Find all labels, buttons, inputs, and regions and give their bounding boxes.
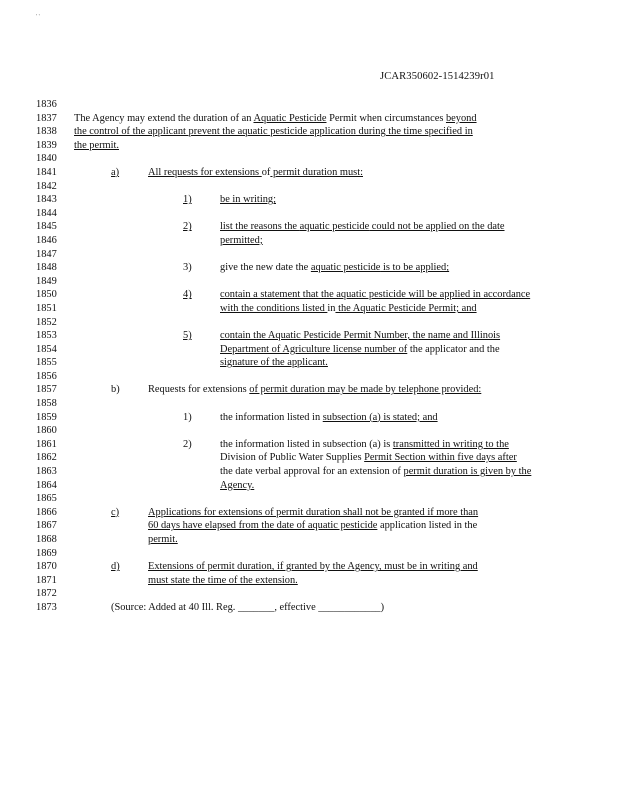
text-run: contain the Aquatic Pesticide Permit Number, the name and Illinois — [220, 330, 501, 342]
document-line — [36, 234, 592, 248]
text-run: during the time specified in — [355, 126, 473, 138]
document-line — [36, 574, 592, 588]
text-run: give the new date the — [220, 262, 311, 274]
list-marker: 1) — [183, 194, 192, 206]
text-run: Permit when circumstances — [326, 112, 446, 124]
text-run: Permit Section within five days after — [364, 452, 517, 464]
text-run: the date verbal approval for an extension of — [220, 466, 404, 478]
list-marker: c) — [111, 506, 120, 518]
line-number: 1872 — [36, 588, 57, 600]
text-run: in — [327, 302, 336, 314]
document-line — [36, 438, 592, 452]
line-text — [74, 506, 592, 520]
document-line — [36, 343, 592, 357]
line-number: 1854 — [36, 343, 57, 355]
text-run: could not be applied on the date — [369, 221, 505, 233]
text-run: of — [261, 166, 271, 178]
text-run: Aquatic Pesticide — [253, 112, 327, 124]
document-line — [36, 492, 592, 506]
line-number: 1864 — [36, 479, 57, 491]
line-text — [74, 411, 592, 425]
line-text — [74, 329, 592, 343]
text-run: signature of the applicant. — [220, 357, 328, 369]
text-run: (Source: Added at 40 Ill. Reg. _______, effective ____________) — [111, 601, 385, 613]
text-run: All requests for extensions — [148, 166, 262, 178]
line-number: 1868 — [36, 534, 57, 545]
text-run: beyond — [445, 112, 477, 124]
list-marker: 2) — [183, 221, 192, 233]
line-number: 1855 — [36, 357, 57, 369]
document-line — [36, 207, 592, 221]
document-line — [36, 248, 592, 262]
document-line — [36, 152, 592, 166]
text-run: The Agency may extend the duration of an — [74, 112, 254, 124]
line-number: 1844 — [36, 207, 57, 219]
line-text — [74, 574, 592, 588]
line-text — [74, 356, 592, 370]
document-line — [36, 329, 592, 343]
text-run: must state the time of the extension. — [148, 574, 298, 586]
text-run: applied in accordance — [439, 289, 531, 301]
text-run: aquatic pesticide — [310, 262, 381, 274]
text-run: permit duration must: — [270, 166, 363, 178]
document-line — [36, 506, 592, 520]
line-text — [74, 397, 592, 411]
line-text — [74, 343, 592, 357]
line-text — [74, 438, 592, 452]
line-number: 1866 — [36, 506, 57, 518]
line-text — [74, 383, 592, 397]
line-text — [74, 275, 592, 289]
text-run: subsection (a) is stated; and — [322, 411, 438, 423]
text-run: the applicator and the — [407, 343, 500, 355]
line-number: 1856 — [36, 370, 57, 382]
document-line — [36, 220, 592, 234]
text-run: pesticide — [270, 126, 308, 138]
line-text — [74, 125, 592, 139]
line-number: 1852 — [36, 316, 57, 328]
line-text — [74, 370, 592, 384]
line-text — [74, 519, 592, 533]
document-line — [36, 601, 592, 615]
text-run: the information listed in subsection (a) is — [220, 438, 393, 450]
line-text — [74, 479, 592, 493]
line-number: 1863 — [36, 466, 57, 478]
text-run: the information listed in — [220, 411, 323, 423]
line-number: 1845 — [36, 221, 57, 233]
text-run: of permit duration may be made by telephone provided: — [249, 384, 482, 396]
line-text — [74, 180, 592, 194]
document-line — [36, 356, 592, 370]
line-number: 1853 — [36, 330, 57, 342]
line-number: 1846 — [36, 234, 57, 246]
line-number: 1871 — [36, 574, 57, 586]
document-line — [36, 451, 592, 465]
line-text — [74, 587, 592, 601]
document-line — [36, 261, 592, 275]
line-number: 1837 — [36, 112, 57, 124]
document-line — [36, 547, 592, 561]
line-number: 1850 — [36, 289, 57, 301]
document-line — [36, 519, 592, 533]
line-text — [74, 166, 592, 180]
line-number: 1859 — [36, 411, 57, 423]
line-number: 1838 — [36, 126, 57, 138]
document-line — [36, 275, 592, 289]
line-text — [74, 112, 592, 126]
list-marker: 5) — [183, 330, 192, 342]
line-number: 1869 — [36, 547, 57, 559]
line-text — [74, 601, 592, 615]
line-number: 1873 — [36, 601, 57, 613]
line-text — [74, 560, 592, 574]
line-number: 1858 — [36, 398, 57, 410]
text-run: is to be applied; — [380, 262, 450, 274]
line-number: 1870 — [36, 561, 57, 573]
text-run: permit. — [148, 534, 178, 545]
line-text — [74, 261, 592, 275]
text-run: application listed in the — [377, 520, 478, 532]
line-text — [74, 492, 592, 506]
document-line — [36, 587, 592, 601]
document-line — [36, 465, 592, 479]
document-line — [36, 112, 592, 126]
line-text — [74, 316, 592, 330]
text-run: the permit. — [74, 139, 120, 151]
list-marker: 4) — [183, 289, 192, 301]
document-line — [36, 180, 592, 194]
text-run: Applications for extensions of permit duration shall not be granted if more than — [148, 506, 479, 518]
line-number: 1851 — [36, 302, 57, 314]
line-number: 1840 — [36, 153, 57, 165]
document-line — [36, 560, 592, 574]
text-run: application — [309, 126, 356, 138]
text-run: Department of Agriculture license number of — [220, 343, 408, 355]
line-text — [74, 207, 592, 221]
text-run: list the reasons the — [220, 221, 300, 233]
document-line — [36, 166, 592, 180]
line-number: 1861 — [36, 438, 57, 450]
text-run: Agency. — [220, 479, 255, 491]
document-line — [36, 424, 592, 438]
text-run: permitted; — [220, 234, 263, 246]
document-line — [36, 302, 592, 316]
document-line — [36, 383, 592, 397]
document-line — [36, 479, 592, 493]
line-number: 1857 — [36, 384, 57, 396]
text-run: be in writing; — [220, 194, 276, 206]
document-line — [36, 316, 592, 330]
line-number: 1867 — [36, 520, 57, 532]
line-number: 1841 — [36, 166, 57, 178]
text-run: aquatic pesticide — [299, 221, 370, 233]
line-text — [74, 533, 592, 547]
text-run: contain a statement that the aquatic pesticide will be — [220, 289, 440, 301]
list-marker: 3) — [183, 262, 192, 274]
list-marker: d) — [111, 561, 120, 573]
document-line — [36, 125, 592, 139]
document-line — [36, 193, 592, 207]
document-line — [36, 288, 592, 302]
line-number: 1849 — [36, 275, 57, 287]
text-run: the Aquatic Pesticide Permit; and — [335, 302, 477, 314]
line-text — [74, 220, 592, 234]
line-number: 1843 — [36, 194, 57, 206]
line-text — [74, 152, 592, 166]
line-text — [74, 248, 592, 262]
line-number: 1860 — [36, 425, 57, 437]
text-run: transmitted in writing to the — [392, 438, 509, 450]
line-text — [74, 424, 592, 438]
line-text — [74, 547, 592, 561]
line-number: 1848 — [36, 262, 57, 274]
text-run: Requests for extensions — [148, 384, 250, 396]
document-id: JCAR350602-1514239r01 — [380, 71, 495, 82]
text-run: Division of Public Water Supplies — [220, 452, 365, 464]
list-marker: 2) — [183, 438, 192, 450]
line-text — [74, 139, 592, 153]
corner-mark: ' ' — [36, 14, 40, 20]
document-line — [36, 370, 592, 384]
line-text — [74, 193, 592, 207]
line-number: 1842 — [36, 180, 57, 192]
text-run: the control of the applicant prevent the aquatic — [74, 126, 271, 138]
list-marker: a) — [111, 166, 120, 178]
document-line — [36, 397, 592, 411]
text-run: Extensions of permit duration, if granted by the Agency, must be in writing and — [148, 561, 478, 573]
document-line — [36, 139, 592, 153]
text-run: permit duration is given by the — [403, 466, 532, 478]
text-run: 60 days have elapsed from the date of — [148, 520, 308, 532]
line-number: 1847 — [36, 248, 57, 260]
line-text — [74, 302, 592, 316]
line-number: 1836 — [36, 99, 57, 110]
line-number: 1865 — [36, 493, 57, 505]
line-number: 1839 — [36, 139, 57, 151]
line-text — [74, 234, 592, 248]
list-marker: b) — [111, 384, 120, 396]
document-line — [36, 533, 592, 547]
line-number: 1862 — [36, 452, 57, 464]
text-run: with the conditions listed — [220, 302, 328, 314]
line-text — [74, 288, 592, 302]
list-marker: 1) — [183, 411, 192, 423]
document-line — [36, 98, 592, 112]
line-text — [74, 465, 592, 479]
text-run: aquatic pesticide — [307, 520, 378, 532]
line-text — [74, 98, 592, 112]
document-body — [36, 98, 592, 615]
line-text — [74, 451, 592, 465]
document-line — [36, 411, 592, 425]
